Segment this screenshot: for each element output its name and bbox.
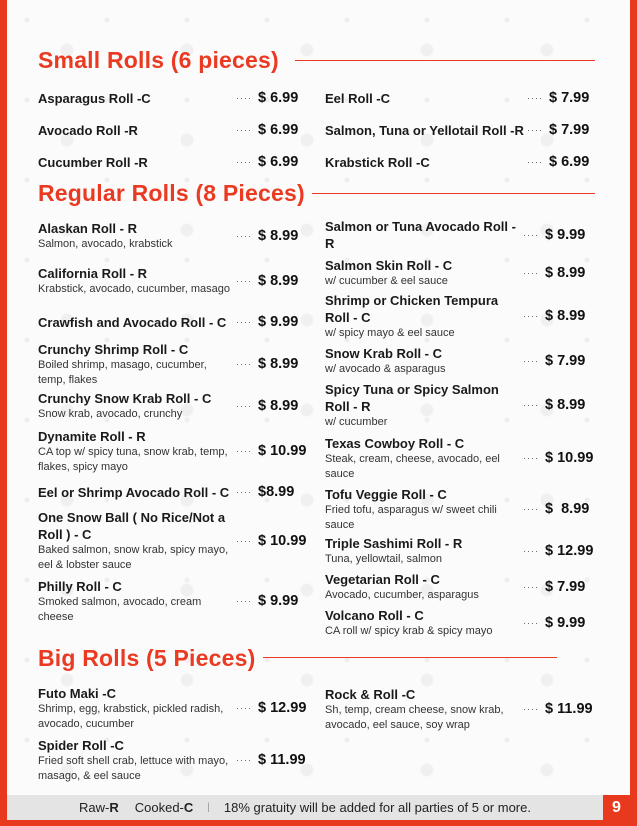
menu-item-text <box>38 341 234 388</box>
leader-dots: ···· <box>236 125 252 135</box>
item-name: Krabstick Roll -C <box>325 154 430 170</box>
menu-item-text <box>325 571 521 603</box>
item-price: $ 11.99 <box>545 701 593 717</box>
leader-dots: ···· <box>236 231 252 241</box>
menu-item <box>325 535 600 567</box>
menu-item <box>325 120 600 140</box>
item-price: $ 8.99 <box>545 501 590 517</box>
item-name: Tofu Veggie Roll - C <box>325 486 447 502</box>
leader-dots: ···· <box>523 618 539 628</box>
menu-item <box>38 257 313 305</box>
menu-item <box>38 88 313 108</box>
menu-item <box>38 312 313 332</box>
menu-item-text <box>325 535 521 567</box>
item-name: Eel or Shrimp Avocado Roll - C <box>38 484 230 500</box>
separator: | <box>207 802 210 813</box>
item-name: Crunchy Shrimp Roll - C <box>38 341 189 357</box>
leader-dots: ···· <box>236 401 252 411</box>
menu-item <box>38 736 313 784</box>
item-price: $ 7.99 <box>549 122 590 138</box>
menu-item <box>38 684 313 732</box>
item-name: Snow Krab Roll - C <box>325 346 442 361</box>
menu-item <box>38 152 313 172</box>
menu-item <box>38 219 313 253</box>
menu-item <box>325 256 600 290</box>
leader-dots: ···· <box>236 596 252 606</box>
leader-dots: ···· <box>236 359 252 369</box>
leader-dots: ···· <box>523 230 539 240</box>
item-price: $ 8.99 <box>545 308 586 324</box>
item-price: $8.99 <box>258 484 295 500</box>
section-heading-big-rolls: Big Rolls (5 Pieces) <box>38 645 256 671</box>
menu-item-text <box>325 607 521 639</box>
menu-item-text <box>38 509 234 573</box>
menu-item-text <box>325 486 521 533</box>
menu-item-text <box>38 265 234 297</box>
item-description: Steak, cream, cheese, avocado, eel sauce <box>325 452 500 480</box>
section-heading-small-rolls: Small Rolls (6 pieces) <box>38 47 279 73</box>
leader-dots: ···· <box>236 276 252 286</box>
item-price: $ 8.99 <box>258 228 299 244</box>
heading-rule <box>312 193 595 194</box>
menu-item-text <box>38 578 234 625</box>
item-name: Spicy Tuna or Spicy Salmon Roll - R <box>325 381 499 414</box>
menu-item-text <box>38 484 234 501</box>
item-name: Salmon Skin Roll - C <box>325 258 453 273</box>
leader-dots: ···· <box>527 93 543 103</box>
leader-dots: ···· <box>523 400 539 410</box>
leader-dots: ···· <box>236 157 252 167</box>
item-price: $ 8.99 <box>258 273 299 289</box>
item-name: Alaskan Roll - R <box>38 221 137 236</box>
item-name: Vegetarian Roll - C <box>325 572 440 587</box>
menu-item-text <box>38 685 234 732</box>
page-number: 9 <box>603 795 630 820</box>
menu-item-text <box>38 737 234 784</box>
item-description: Fried soft shell crab, lettuce with mayo, masago, & eel sauce <box>38 754 229 782</box>
menu-item <box>325 218 600 252</box>
leader-dots: ···· <box>527 157 543 167</box>
item-name: Eel Roll -C <box>325 90 391 106</box>
menu-item <box>325 485 600 533</box>
menu-item <box>38 577 313 625</box>
gratuity-note: 18% gratuity will be added for all parties of 5 or more. <box>223 800 531 815</box>
leader-dots: ···· <box>236 755 252 765</box>
menu-item <box>38 482 313 502</box>
item-description: Sh, temp, cream cheese, snow krab, avocado, eel sauce, soy wrap <box>325 703 504 731</box>
leader-dots: ···· <box>523 546 539 556</box>
menu-item-text <box>325 154 525 171</box>
menu-item-text <box>325 90 525 107</box>
item-price: $ 9.99 <box>258 593 299 609</box>
leader-dots: ···· <box>236 93 252 103</box>
item-description: Boiled shrimp, masago, cucumber, temp, flakes <box>38 358 207 386</box>
item-price: $ 6.99 <box>549 154 590 170</box>
menu-item <box>325 345 600 377</box>
item-price: $ 8.99 <box>545 265 586 281</box>
item-name: Philly Roll - C <box>38 578 122 594</box>
item-name: Salmon, Tuna or Yellotail Roll -R <box>325 122 524 138</box>
leader-dots: ···· <box>236 446 252 456</box>
leader-dots: ···· <box>523 311 539 321</box>
cooked-legend: Cooked-C <box>134 800 194 815</box>
menu-item-text <box>325 292 521 341</box>
item-description: Salmon, avocado, krabstick <box>38 238 173 250</box>
item-description: Fried tofu, asparagus w/ sweet chili sauce <box>325 503 497 531</box>
item-description: CA roll w/ spicy krab & spicy mayo <box>325 625 493 637</box>
menu-item <box>325 381 600 429</box>
leader-dots: ···· <box>236 536 252 546</box>
item-description: Snow krab, avocado, crunchy <box>38 408 183 420</box>
item-name: Crunchy Snow Krab Roll - C <box>38 391 212 406</box>
item-price: $ 7.99 <box>549 90 590 106</box>
leader-dots: ···· <box>523 356 539 366</box>
menu-item-text <box>325 345 521 377</box>
leader-dots: ···· <box>236 487 252 497</box>
leader-dots: ···· <box>523 582 539 592</box>
item-price: $ 10.99 <box>545 450 594 466</box>
item-description: Smoked salmon, avocado, cream cheese <box>38 595 202 623</box>
item-name: Texas Cowboy Roll - C <box>325 435 465 451</box>
menu-item <box>38 509 313 573</box>
menu-item <box>38 120 313 140</box>
menu-item-text <box>38 154 234 171</box>
item-price: $ 11.99 <box>258 752 306 768</box>
item-description: w/ cucumber <box>325 415 388 428</box>
menu-item <box>325 292 600 340</box>
menu-item <box>38 340 313 388</box>
item-name: Futo Maki -C <box>38 685 116 701</box>
menu-item <box>325 684 600 734</box>
leader-dots: ···· <box>523 704 539 714</box>
item-description: w/ cucumber & eel sauce <box>325 275 448 287</box>
item-price: $ 8.99 <box>258 398 299 414</box>
menu-item <box>38 390 313 422</box>
item-price: $ 6.99 <box>258 122 299 138</box>
item-description: Shrimp, egg, krabstick, pickled radish, avocado, cucumber <box>38 702 224 730</box>
item-name: Crawfish and Avocado Roll - C <box>38 314 227 330</box>
leader-dots: ···· <box>523 453 539 463</box>
item-name: Rock & Roll -C <box>325 686 416 702</box>
item-price: $ 7.99 <box>545 353 586 369</box>
footer-legend <box>7 795 603 820</box>
leader-dots: ···· <box>523 268 539 278</box>
item-name: Avocado Roll -R <box>38 122 138 138</box>
item-price: $ 12.99 <box>258 700 307 716</box>
menu-item-text <box>38 90 234 107</box>
item-description: Krabstick, avocado, cucumber, masago <box>38 283 230 295</box>
heading-rule <box>263 657 557 658</box>
item-description: Avocado, cucumber, asparagus <box>325 589 479 601</box>
menu-item-text <box>325 435 521 482</box>
item-name: Dynamite Roll - R <box>38 428 146 444</box>
menu-item <box>325 152 600 172</box>
item-price: $ 8.99 <box>545 397 586 413</box>
menu-item-text <box>325 686 521 733</box>
raw-legend: Raw-R <box>79 800 119 815</box>
item-name: Asparagus Roll -C <box>38 90 151 106</box>
menu-item-text <box>325 381 521 430</box>
item-name: Spider Roll -C <box>38 737 124 753</box>
item-description: w/ spicy mayo & eel sauce <box>325 326 455 339</box>
item-price: $ 9.99 <box>545 615 586 631</box>
menu-item <box>325 88 600 108</box>
menu-item-text <box>38 122 234 139</box>
menu-item-text <box>325 122 525 139</box>
item-name: Cucumber Roll -R <box>38 154 148 170</box>
item-description: CA top w/ spicy tuna, snow krab, temp, flakes, spicy mayo <box>38 445 228 473</box>
menu-item <box>325 434 600 482</box>
item-description: w/ avocado & asparagus <box>325 363 446 375</box>
leader-dots: ···· <box>236 703 252 713</box>
menu-item-text <box>325 218 521 252</box>
menu-item-text <box>38 428 234 475</box>
item-price: $ 10.99 <box>258 443 307 459</box>
item-price: $ 9.99 <box>258 314 299 330</box>
leader-dots: ···· <box>523 504 539 514</box>
item-name: Triple Sashimi Roll - R <box>325 536 463 551</box>
item-name: One Snow Ball ( No Rice/Not a Roll ) - C <box>38 510 226 542</box>
item-name: Volcano Roll - C <box>325 608 424 623</box>
menu-item <box>325 571 600 603</box>
menu-item-text <box>38 314 234 331</box>
menu-page <box>7 0 630 820</box>
item-name: California Roll - R <box>38 266 148 281</box>
item-price: $ 8.99 <box>258 356 299 372</box>
item-price: $ 6.99 <box>258 154 299 170</box>
item-price: $ 7.99 <box>545 579 586 595</box>
item-price: $ 12.99 <box>545 543 594 559</box>
leader-dots: ···· <box>527 125 543 135</box>
item-price: $ 6.99 <box>258 90 299 106</box>
item-price: $ 9.99 <box>545 227 586 243</box>
item-description: Tuna, yellowtail, salmon <box>325 553 442 565</box>
menu-item-text <box>38 220 234 252</box>
menu-item-text <box>325 257 521 289</box>
leader-dots: ···· <box>236 317 252 327</box>
item-name: Shrimp or Chicken Tempura Roll - C <box>325 292 499 325</box>
menu-item <box>325 606 600 640</box>
menu-item <box>38 427 313 475</box>
heading-rule <box>295 60 595 61</box>
menu-item-text <box>38 390 234 422</box>
section-heading-regular-rolls: Regular Rolls (8 Pieces) <box>38 180 305 206</box>
item-price: $ 10.99 <box>258 533 307 549</box>
item-description: Baked salmon, snow krab, spicy mayo, eel & lobster sauce <box>38 544 229 571</box>
item-name: Salmon or Tuna Avocado Roll - R <box>325 219 516 251</box>
